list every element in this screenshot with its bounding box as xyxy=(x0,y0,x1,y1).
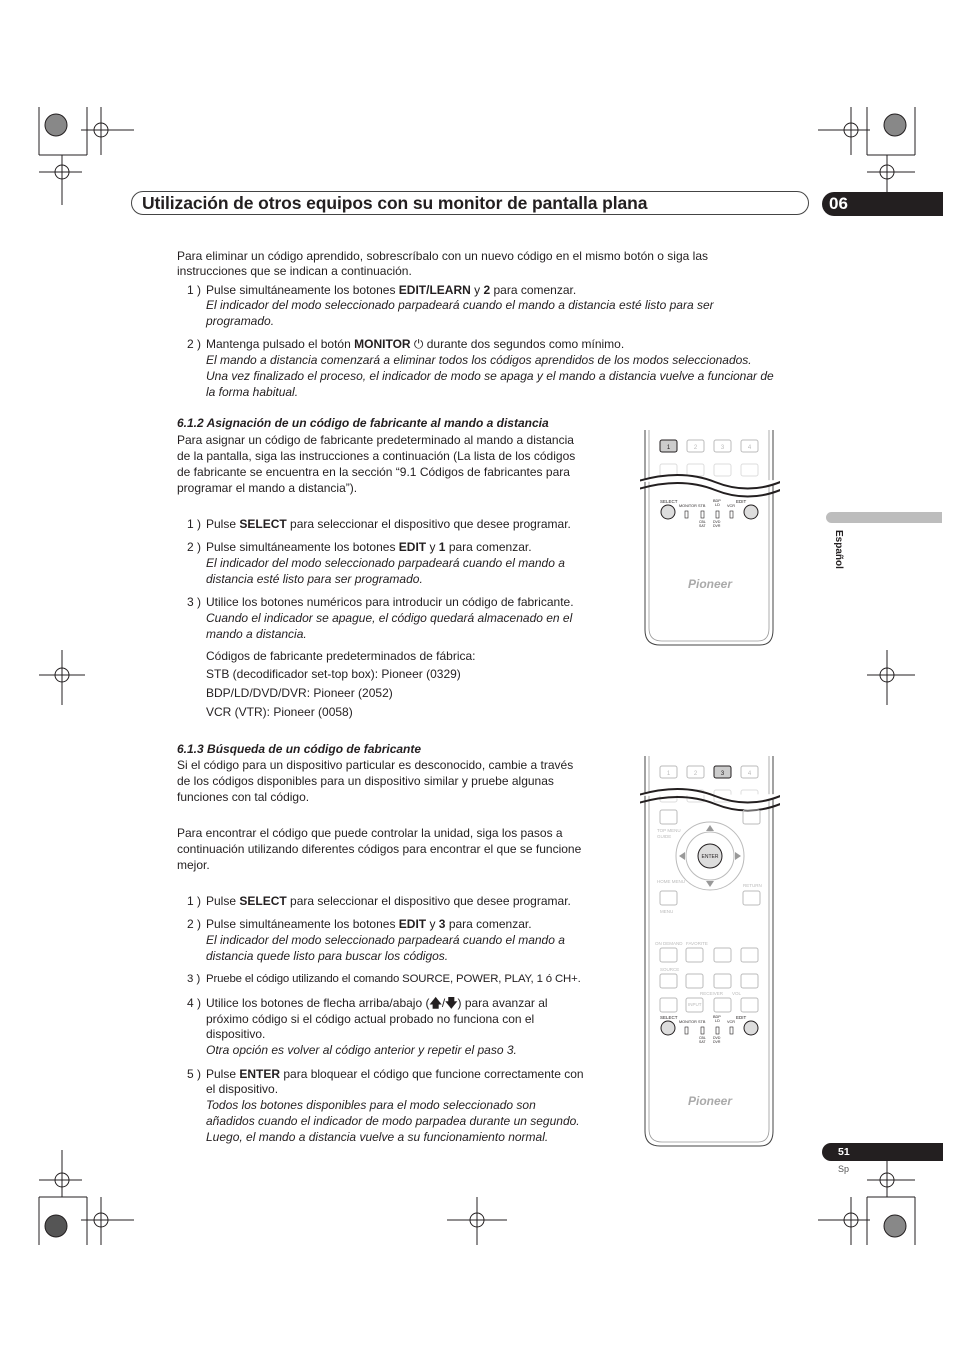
page-number: 51 xyxy=(838,1146,850,1158)
step-text: Pulse simultáneamente los botones EDIT y 1 para comenzar. xyxy=(206,540,532,554)
step-number: 3 ) xyxy=(187,595,202,609)
step-text: Pulse simultáneamente los botones EDIT/LEARN y 2 para comenzar. xyxy=(206,283,577,297)
step-text: el dispositivo. xyxy=(206,1082,279,1096)
step-note: Luego, el mando a distancia vuelve a su funcionamiento normal. xyxy=(206,1130,549,1144)
step-text: Utilice los botones numéricos para introducir un código de fabricante. xyxy=(206,595,574,609)
step-number: 5 ) xyxy=(187,1067,202,1081)
step-text: Pruebe el código utilizando el comando SOURCE, POWER, PLAY, 1 ó CH+. xyxy=(206,973,581,985)
key-3: 3 xyxy=(720,445,725,451)
step-note: Otra opción es volver al código anterior y repetir el paso 3. xyxy=(206,1043,517,1057)
paragraph-line: Para asignar un código de fabricante predeterminado al mando a distancia xyxy=(177,433,574,447)
key-4: 4 xyxy=(747,445,752,451)
receiver-label: RECEIVER xyxy=(700,991,724,996)
paragraph-line: funciones con tal código. xyxy=(177,790,310,804)
vol-label: VOL xyxy=(732,991,742,996)
svg-text:STB: STB xyxy=(698,504,706,508)
svg-text:CBL: CBL xyxy=(699,520,706,524)
select-label: SELECT xyxy=(660,499,678,504)
step-number: 2 ) xyxy=(187,337,202,351)
key-4: 4 xyxy=(747,771,752,777)
svg-text:MONITOR: MONITOR xyxy=(679,504,697,508)
guide-label: GUIDE xyxy=(657,834,672,839)
intro-line-1: Para eliminar un código aprendido, sobrescríbalo con un nuevo código en el mismo botón o siga las xyxy=(177,249,708,263)
select-label: SELECT xyxy=(660,1015,678,1020)
svg-text:CBL: CBL xyxy=(699,1036,706,1040)
code-line: VCR (VTR): Pioneer (0058) xyxy=(206,705,353,719)
on-demand-label: ON DEMAND xyxy=(655,941,683,946)
paragraph-line: continuación utilizando diferentes códigos para encontrar el que se funcione xyxy=(177,842,582,856)
step-number: 2 ) xyxy=(187,540,202,554)
step-number: 1 ) xyxy=(187,894,202,908)
language-label: Español xyxy=(833,530,844,569)
step-note: El mando a distancia comenzará a eliminar todos los códigos aprendidos de los modos seleccionados. xyxy=(206,353,752,367)
arrow-down-icon: 🡇 xyxy=(445,996,458,1010)
menu-label: MENU xyxy=(660,909,674,914)
step-number: 4 ) xyxy=(187,996,202,1010)
paragraph-line: de los códigos disponibles para un dispositivo similar y pruebe algunas xyxy=(177,774,554,788)
source-label: SOURCE xyxy=(660,967,680,972)
step-text: Pulse simultáneamente los botones EDIT y 3 para comenzar. xyxy=(206,917,532,931)
power-icon: ⏻ xyxy=(410,337,424,351)
remote-illustration-1 xyxy=(640,430,780,650)
edit-label: EDIT xyxy=(736,1015,747,1020)
step-text: Utilice los botones de flecha arriba/abajo (🡅/🡇) para avanzar al xyxy=(206,996,548,1010)
intro-line-2: instrucciones que se indican a continuación. xyxy=(177,264,412,278)
favorite-label: FAVORITE xyxy=(686,941,708,946)
page-language: Sp xyxy=(838,1164,850,1174)
page-title: Utilización de otros equipos con su monitor de pantalla plana xyxy=(142,193,648,213)
svg-text:LD: LD xyxy=(715,1019,720,1023)
step-note: Cuando el indicador se apague, el código quedará almacenado en el xyxy=(206,611,573,625)
key-2: 2 xyxy=(693,771,698,777)
remote-illustration-2 xyxy=(640,756,780,1151)
svg-text:MONITOR: MONITOR xyxy=(679,1020,697,1024)
step-number: 1 ) xyxy=(187,517,202,531)
step-note: Todos los botones disponibles para el modo seleccionado son xyxy=(206,1098,536,1112)
key-1: 1 xyxy=(666,445,671,451)
paragraph-line: de fabricante se encuentra en la sección “9.1 Códigos de fabricantes para xyxy=(177,465,570,479)
step-text: Pulse ENTER para bloquear el código que funcione correctamente con xyxy=(206,1067,584,1081)
svg-text:BDP: BDP xyxy=(713,1015,721,1019)
step-number: 1 ) xyxy=(187,283,202,297)
code-line: STB (decodificador set-top box): Pioneer (0329) xyxy=(206,667,461,681)
step-note: El indicador del modo seleccionado parpadeará cuando el mando a xyxy=(206,556,565,570)
step-text: Pulse SELECT para seleccionar el dispositivo que desee programar. xyxy=(206,517,571,531)
edit-label: EDIT xyxy=(736,499,747,504)
step-note: mando a distancia. xyxy=(206,627,307,641)
step-note: programado. xyxy=(206,314,275,328)
enter-key: ENTER xyxy=(701,854,719,860)
step-number: 2 ) xyxy=(187,917,202,931)
step-note: la forma habitual. xyxy=(206,385,299,399)
language-tab xyxy=(826,512,942,523)
home-menu-label: HOME MENU xyxy=(657,879,685,884)
paragraph-line: Para encontrar el código que puede controlar la unidad, siga los pasos a xyxy=(177,826,563,840)
step-note: añadidos cuando el indicador de modo parpadea durante un segundo. xyxy=(206,1114,580,1128)
step-text: dispositivo. xyxy=(206,1027,266,1041)
key-1: 1 xyxy=(666,771,671,777)
svg-text:VCR: VCR xyxy=(727,1020,736,1024)
svg-text:SAT: SAT xyxy=(699,524,706,528)
step-note: Una vez finalizado el proceso, el indicador de modo se apaga y el mando a distancia vuelve a funcionar de xyxy=(206,369,774,383)
step-number: 3 ) xyxy=(187,973,201,985)
svg-text:LD: LD xyxy=(715,503,720,507)
step-note: distancia esté listo para ser programado. xyxy=(206,572,423,586)
key-2: 2 xyxy=(693,445,698,451)
svg-text:DVR: DVR xyxy=(713,1040,721,1044)
step-text: Mantenga pulsado el botón MONITOR ⏻ durante dos segundos como mínimo. xyxy=(206,337,625,351)
step-text: próximo código si el código actual probado no funciona con el xyxy=(206,1012,535,1026)
codes-title: Códigos de fabricante predeterminados de fábrica: xyxy=(206,649,476,663)
paragraph-line: programar el mando a distancia”). xyxy=(177,481,358,495)
input-label: INPUT xyxy=(688,1002,702,1007)
paragraph-line: de la pantalla, siga las instrucciones a continuación (La lista de los códigos xyxy=(177,449,576,463)
pioneer-logo: Pioneer xyxy=(687,1094,733,1108)
svg-text:DVD: DVD xyxy=(713,520,721,524)
pioneer-logo: Pioneer xyxy=(687,577,733,591)
arrow-up-icon: 🡅 xyxy=(429,996,442,1010)
section-heading: 6.1.2 Asignación de un código de fabricante al mando a distancia xyxy=(177,416,549,430)
svg-text:STB: STB xyxy=(698,1020,706,1024)
svg-text:SAT: SAT xyxy=(699,1040,706,1044)
step-note: El indicador del modo seleccionado parpadeará cuando el mando a distancia esté listo para ser xyxy=(206,298,714,312)
top-menu-label: TOP MENU xyxy=(657,828,681,833)
step-note: El indicador del modo seleccionado parpadeará cuando el mando a xyxy=(206,933,565,947)
step-note: distancia quede listo para buscar los códigos. xyxy=(206,949,449,963)
step-text: Pulse SELECT para seleccionar el dispositivo que desee programar. xyxy=(206,894,571,908)
svg-text:VCR: VCR xyxy=(727,504,736,508)
svg-text:DVR: DVR xyxy=(713,524,721,528)
svg-text:DVD: DVD xyxy=(713,1036,721,1040)
paragraph-line: Si el código para un dispositivo particular es desconocido, cambie a través xyxy=(177,758,574,772)
section-heading: 6.1.3 Búsqueda de un código de fabricante xyxy=(177,742,422,756)
return-label: RETURN xyxy=(743,883,762,888)
svg-text:BDP: BDP xyxy=(713,499,721,503)
code-line: BDP/LD/DVD/DVR: Pioneer (2052) xyxy=(206,686,393,700)
chapter-number: 06 xyxy=(829,194,848,213)
paragraph-line: mejor. xyxy=(177,858,210,872)
key-3: 3 xyxy=(720,771,725,777)
